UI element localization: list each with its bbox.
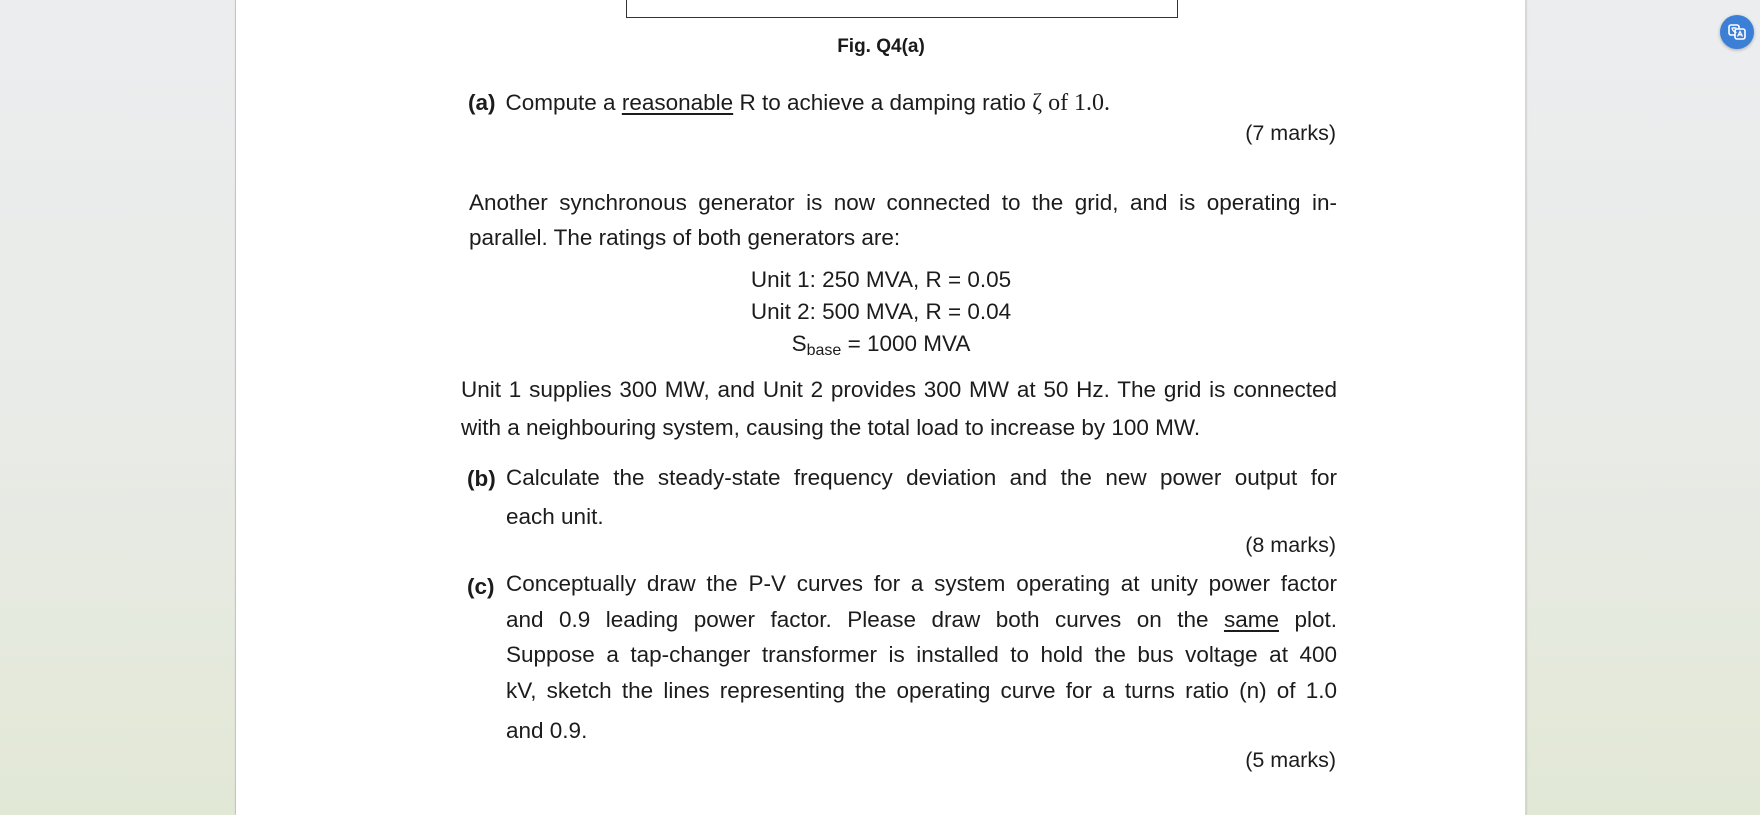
question-b-label	[467, 465, 506, 492]
question-c-line-2a: and 0.9 leading power factor. Please draw both curves on the	[506, 607, 1209, 632]
question-a	[468, 89, 1110, 118]
question-a-underlined: reasonable	[621, 90, 734, 115]
question-c-line-3: Suppose a tap-changer transformer is installed to hold the bus voltage at 400	[506, 642, 1337, 667]
figure-frame	[626, 0, 1178, 18]
question-b-marks: (8 marks)	[1245, 533, 1336, 557]
rating-sbase	[236, 331, 1526, 360]
question-b-line-2: each unit.	[506, 504, 604, 529]
document-page	[236, 0, 1526, 815]
question-c-line-5: and 0.9.	[506, 718, 588, 743]
figure-caption: Fig. Q4(a)	[837, 36, 925, 57]
question-b-label-text: (b)	[467, 466, 496, 491]
question-c-line-4: kV, sketch the lines representing the operating curve for a turns ratio (n) of 1.0	[506, 678, 1337, 703]
question-a-marks: (7 marks)	[1245, 121, 1336, 145]
question-a-label: (a)	[468, 90, 496, 115]
scenario-line-2: with a neighbouring system, causing the total load to increase by 100 MW.	[461, 415, 1201, 440]
question-c-marks: (5 marks)	[1245, 748, 1336, 772]
sbase-value: = 1000 MVA	[847, 331, 971, 356]
question-c-label	[467, 573, 505, 600]
intro-line-2: parallel. The ratings of both generators are:	[469, 225, 901, 250]
question-c-line-2b: plot.	[1294, 607, 1337, 632]
translate-button[interactable]	[1720, 15, 1754, 49]
intro-line-1: Another synchronous generator is now connected to the grid, and is operating in-	[469, 190, 1337, 215]
question-a-text-1: Compute a	[505, 90, 616, 115]
question-c-line-2	[506, 607, 1337, 633]
sbase-symbol: S	[791, 331, 807, 356]
translate-icon	[1727, 22, 1747, 42]
rating-unit-1: Unit 1: 250 MVA, R = 0.05	[750, 267, 1012, 292]
question-a-serif-tail: ζ of 1.0.	[1032, 90, 1111, 116]
question-c-underlined: same	[1223, 607, 1279, 632]
rating-unit-2: Unit 2: 500 MVA, R = 0.04	[750, 299, 1012, 324]
scenario-line-1: Unit 1 supplies 300 MW, and Unit 2 provides 300 MW at 50 Hz. The grid is connected	[461, 377, 1337, 402]
sbase-subscript: base	[806, 342, 842, 359]
question-c-line-1: Conceptually draw the P-V curves for a system operating at unity power factor	[506, 571, 1337, 596]
page-right-edge	[1525, 0, 1526, 815]
question-a-text-2: R to achieve a damping ratio	[739, 90, 1026, 115]
question-c-label-text: (c)	[467, 574, 495, 599]
question-b-line-1: Calculate the steady-state frequency deviation and the new power output for	[506, 465, 1337, 490]
